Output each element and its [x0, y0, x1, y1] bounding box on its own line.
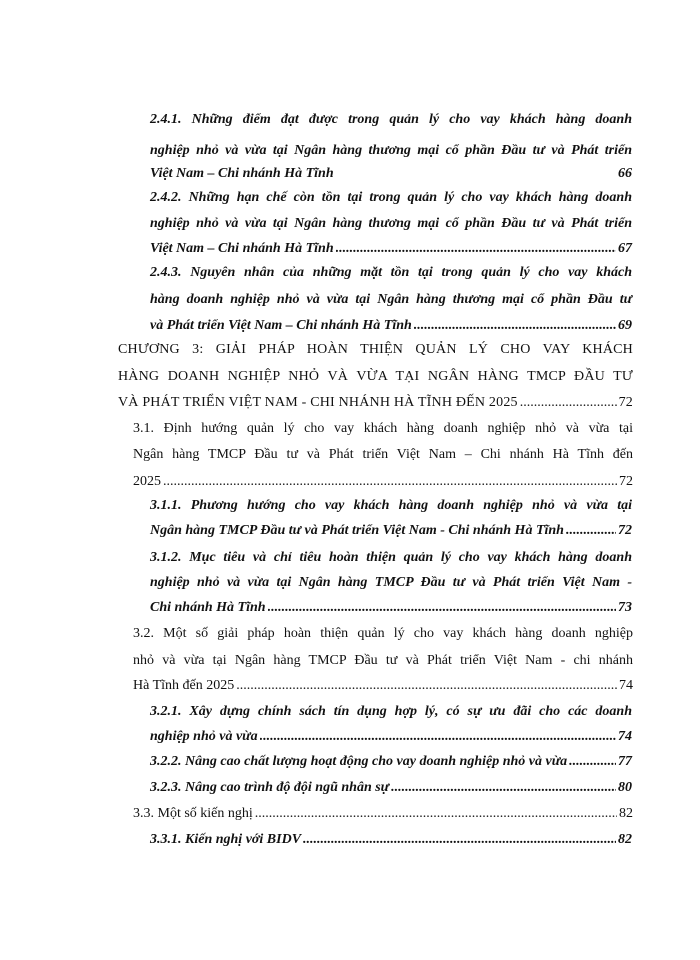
dot-leader — [569, 753, 616, 771]
dot-leader — [260, 728, 616, 746]
toc-entry-line: Việt Nam – Chi nhánh Hà Tĩnh — [150, 166, 334, 181]
page-number: 82 — [619, 806, 633, 821]
page-number: 66 — [618, 166, 632, 181]
toc-entry-line: CHƯƠNG 3: GIẢI PHÁP HOÀN THIỆN QUẢN LÝ CHO VAY KHÁCH — [118, 342, 633, 357]
page-number: 77 — [618, 754, 632, 769]
toc-entry-line-last — [150, 165, 632, 183]
toc-entry-line: và Phát triển Việt Nam – Chi nhánh Hà Tĩnh — [150, 318, 412, 333]
page-number: 72 — [619, 474, 633, 489]
toc-entry-line-last — [150, 753, 632, 771]
toc-entry-line-last — [133, 677, 633, 695]
dot-leader — [268, 599, 616, 617]
page-number: 74 — [619, 678, 633, 693]
toc-entry-line: 3.2.1. Xây dựng chính sách tín dụng hợp lý, có sự ưu đãi cho các doanh — [150, 704, 632, 719]
dot-leader — [163, 473, 617, 491]
dot-leader — [414, 317, 616, 335]
toc-entry-line: 3.3.1. Kiến nghị với BIDV — [150, 832, 302, 847]
toc-entry-line-last — [133, 473, 633, 491]
dot-leader — [236, 677, 617, 695]
toc-entry-line: nghiệp nhỏ và vừa tại Ngân hàng TMCP Đầu tư và Phát triển Việt Nam - — [150, 575, 632, 590]
toc-entry-line-last — [133, 805, 633, 823]
toc-entry-line-last — [150, 831, 632, 849]
toc-entry-line: nghiệp nhỏ và vừa — [150, 729, 258, 744]
dot-leader — [255, 805, 617, 823]
toc-entry-line: nghiệp nhỏ và vừa tại Ngân hàng thương mại cổ phần Đầu tư và Phát triển — [150, 216, 632, 231]
toc-entry-line-last — [150, 317, 632, 335]
page-number: 73 — [618, 600, 632, 615]
toc-entry-line: Ngân hàng TMCP Đầu tư và Phát triển Việt Nam - Chi nhánh Hà Tĩnh — [150, 523, 564, 538]
dot-leader — [566, 522, 616, 540]
toc-entry-line-last — [150, 728, 632, 746]
toc-entry-line: 3.2. Một số giải pháp hoàn thiện quản lý cho vay khách hàng doanh nghiệp — [133, 626, 633, 641]
toc-entry-line-last — [150, 522, 632, 540]
dot-leader — [391, 779, 616, 797]
toc-entry-line: 2025 — [133, 474, 161, 489]
page-number: 80 — [618, 780, 632, 795]
page-number: 67 — [618, 241, 632, 256]
toc-entry-line: Việt Nam – Chi nhánh Hà Tĩnh — [150, 241, 334, 256]
toc-entry-line: nhỏ và vừa tại Ngân hàng TMCP Đầu tư và Phát triển Việt Nam - chi nhánh — [133, 653, 633, 668]
toc-entry-line: 3.1. Định hướng quản lý cho vay khách hàng doanh nghiệp nhỏ và vừa tại — [133, 421, 633, 436]
toc-entry-line: 2.4.3. Nguyên nhân của những mặt tồn tại trong quản lý cho vay khách — [150, 265, 632, 280]
toc-entry-line-last — [150, 599, 632, 617]
page-number: 69 — [618, 318, 632, 333]
toc-entry-line: nghiệp nhỏ và vừa tại Ngân hàng thương mại cổ phần Đầu tư và Phát triển — [150, 143, 632, 158]
dot-leader — [520, 394, 617, 412]
page-number: 72 — [618, 523, 632, 538]
toc-entry-line: 3.3. Một số kiến nghị — [133, 806, 253, 821]
toc-entry-line: Ngân hàng TMCP Đầu tư và Phát triển Việt Nam – Chi nhánh Hà Tĩnh đến — [133, 447, 633, 462]
toc-entry-line-last — [150, 240, 632, 258]
toc-entry-line: Hà Tĩnh đến 2025 — [133, 678, 235, 693]
dot-leader — [336, 240, 616, 258]
toc-entry-line: 3.2.2. Nâng cao chất lượng hoạt động cho vay doanh nghiệp nhỏ và vừa — [150, 754, 568, 769]
page-number: 74 — [618, 729, 632, 744]
dot-leader — [303, 831, 616, 849]
toc-entry-line: HÀNG DOANH NGHIỆP NHỎ VÀ VỪA TẠI NGÂN HÀNG TMCP ĐẦU TƯ — [118, 369, 633, 384]
toc-entry-line: 3.2.3. Nâng cao trình độ đội ngũ nhân sự — [150, 780, 390, 795]
toc-entry-line: 3.1.2. Mục tiêu và chỉ tiêu hoàn thiện quản lý cho vay khách hàng doanh — [150, 550, 632, 565]
toc-entry-line: Chi nhánh Hà Tĩnh — [150, 600, 266, 615]
toc-entry-line: 2.4.1. Những điểm đạt được trong quản lý cho vay khách hàng doanh — [150, 112, 632, 127]
toc-entry-line-last — [150, 779, 632, 797]
toc-entry-line-last — [118, 394, 633, 412]
page-number: 72 — [618, 395, 633, 410]
page-number: 82 — [618, 832, 632, 847]
toc-entry-line: hàng doanh nghiệp nhỏ và vừa tại Ngân hàng thương mại cổ phần Đầu tư — [150, 292, 632, 307]
toc-entry-line: VÀ PHÁT TRIỂN VIỆT NAM - CHI NHÁNH HÀ TĨNH ĐẾN 2025 — [118, 395, 518, 410]
toc-entry-line: 2.4.2. Những hạn chế còn tồn tại trong quản lý cho vay khách hàng doanh — [150, 190, 632, 205]
toc-entry-line: 3.1.1. Phương hướng cho vay khách hàng doanh nghiệp nhỏ và vừa tại — [150, 498, 632, 513]
